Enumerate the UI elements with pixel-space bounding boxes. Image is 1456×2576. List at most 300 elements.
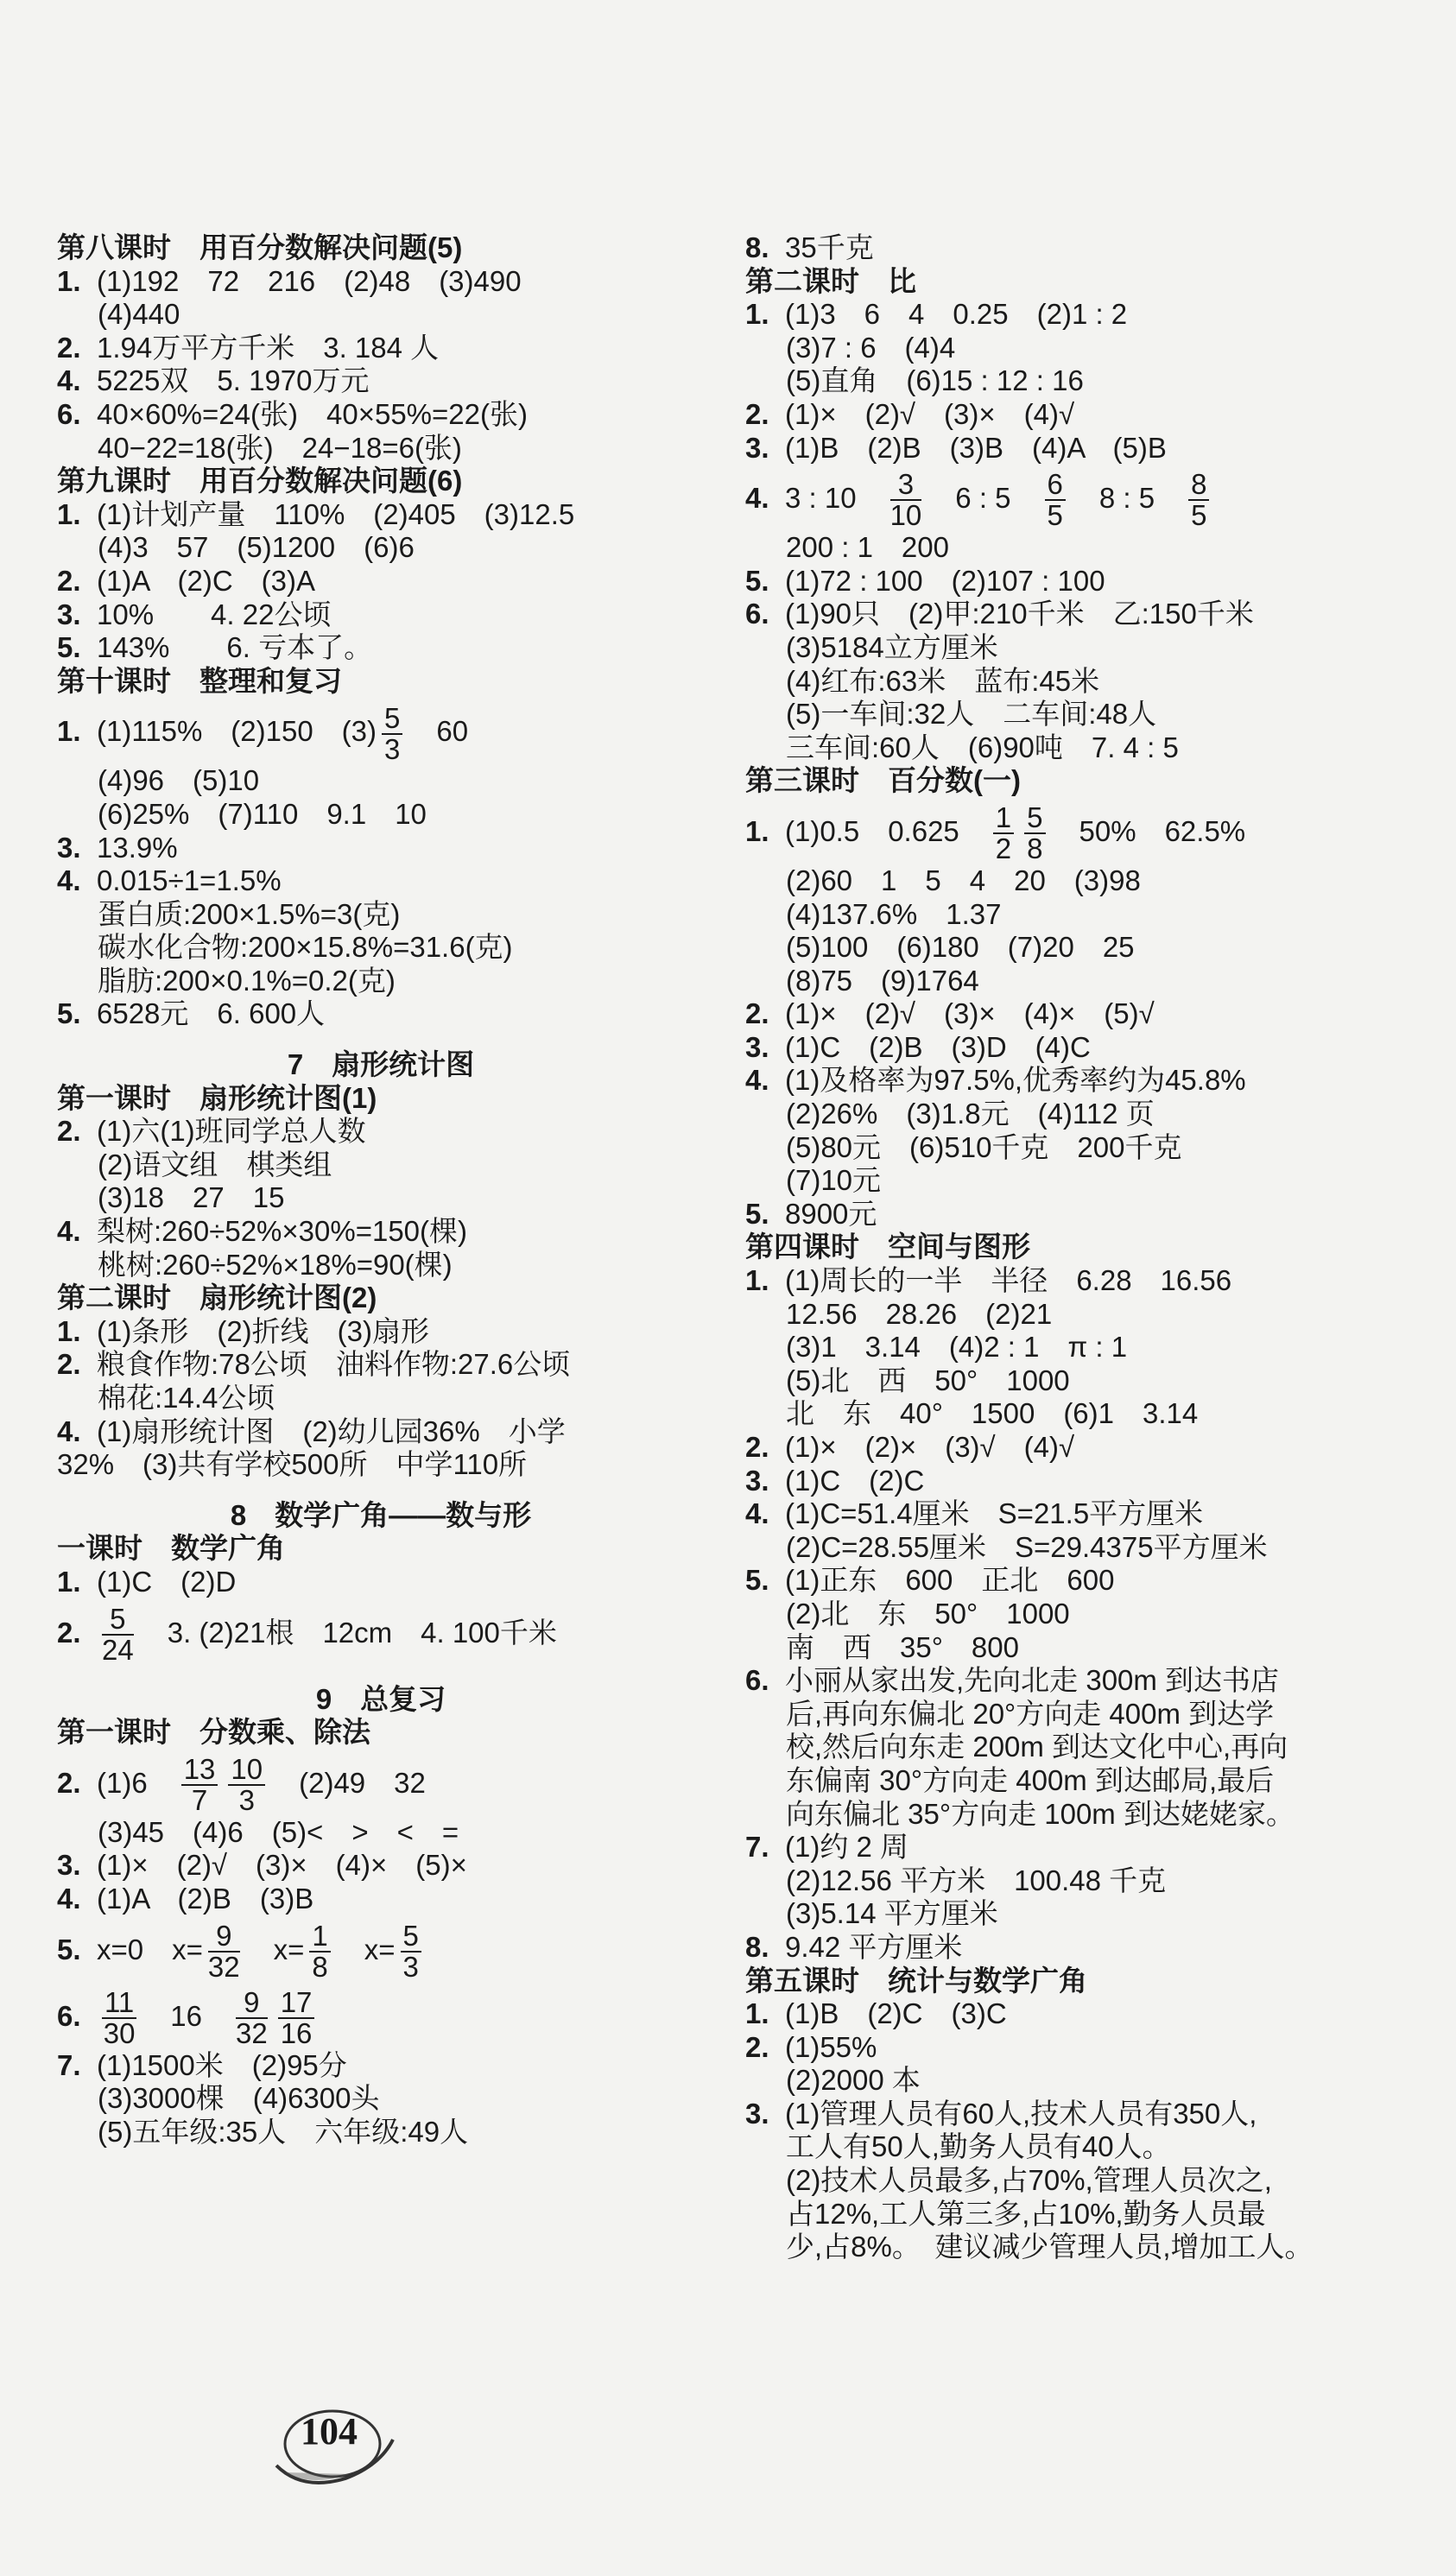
answer-text: (1)90只 (2)甲:210千米 乙:150千米 (785, 598, 1254, 630)
answer-text: 第三课时 百分数(一) (745, 764, 1021, 797)
answer-line (745, 531, 1436, 565)
answer-text: (1)约 2 周 (785, 1831, 909, 1864)
answer-line (57, 631, 705, 665)
answer-text: (1)3 6 4 0.25 (2)1 : 2 (785, 298, 1128, 331)
fraction-denominator: 3 (402, 1950, 419, 1983)
fraction-numerator: 9 (208, 1921, 240, 1953)
answer-line (57, 1816, 705, 1850)
answer-text: (1)C (2)C (785, 1464, 925, 1497)
answer-text: (1)计划产量 110% (2)405 (3)12.5 (97, 497, 575, 530)
answer-line (57, 832, 705, 865)
answer-line (57, 1249, 705, 1282)
fraction (309, 1921, 330, 1982)
question-number: 4. (745, 482, 769, 515)
answer-text: (5)五年级:35人 六年级:49人 (98, 2115, 469, 2148)
fraction (1024, 803, 1045, 864)
answer-text: (5)一车间:32人 二车间:48人 (786, 698, 1157, 731)
answer-line (745, 1131, 1436, 1165)
answer-text: 200 : 1 200 (786, 531, 949, 564)
answer-line (745, 898, 1436, 932)
question-number: 1. (57, 1314, 81, 1347)
fraction-denominator: 32 (207, 1950, 240, 1983)
fraction-numerator: 11 (102, 1988, 136, 2019)
question-number: 6. (57, 1999, 81, 2032)
fraction-numerator: 5 (382, 704, 402, 735)
lesson-heading (57, 231, 705, 265)
answer-line (745, 997, 1436, 1031)
answer-text: x= (335, 1933, 396, 1965)
answer-line (745, 1864, 1436, 1898)
answer-line (745, 1264, 1436, 1298)
question-number: 3. (745, 1464, 769, 1497)
answer-text: (2)语文组 棋类组 (98, 1148, 332, 1180)
answer-text: 蛋白质:200×1.5%=3(克) (98, 897, 401, 930)
question-number: 5. (57, 997, 81, 1030)
answer-line (745, 1997, 1436, 2031)
answer-text: (1)115% (2)150 (3) (97, 715, 377, 748)
question-number: 1. (57, 1565, 81, 1598)
fraction (1188, 470, 1209, 530)
answer-text: (2)12.56 平方米 100.48 千克 (786, 1864, 1167, 1896)
answer-line (57, 1849, 705, 1883)
answer-text: (8)75 (9)1764 (786, 964, 979, 997)
answer-line (57, 764, 705, 798)
answer-text: (1)六(1)班同学总人数 (97, 1115, 366, 1148)
answer-line (57, 1415, 705, 1449)
answer-text: 北 东 40° 1500 (6)1 3.14 (786, 1397, 1199, 1430)
answer-text: 3 : 10 (785, 482, 885, 515)
answer-line (745, 731, 1436, 765)
question-number: 1. (57, 497, 81, 530)
fraction-numerator: 3 (890, 470, 922, 501)
answer-line (745, 2198, 1436, 2231)
answer-line (745, 1164, 1436, 1198)
question-number: 7. (745, 1831, 769, 1864)
answer-line (57, 498, 705, 532)
answer-line (57, 1883, 705, 1916)
question-number: 2. (745, 2030, 769, 2063)
answer-line (745, 798, 1436, 864)
answer-line (745, 2130, 1436, 2164)
answer-line (57, 698, 705, 764)
answer-text: 9.42 平方厘米 (785, 1930, 963, 1963)
answer-text: 梨树:260÷52%×30%=150(棵) (97, 1215, 468, 1248)
answer-text: 第十课时 整理和复习 (57, 664, 342, 697)
fraction (401, 1921, 421, 1982)
answer-line (745, 465, 1436, 531)
fraction-numerator: 9 (236, 1988, 268, 2019)
question-number: 5. (57, 1933, 81, 1965)
answer-text: (4)440 (98, 298, 180, 331)
answer-text: (3)1 3.14 (4)2 : 1 π : 1 (786, 1331, 1128, 1364)
answer-line (745, 364, 1436, 398)
answer-text: (5)80元 (6)510千克 200千克 (786, 1130, 1182, 1163)
answer-text: 3. (2)21根 12cm 4. 100千米 (138, 1616, 557, 1649)
answer-line (745, 1497, 1436, 1531)
answer-line (57, 1916, 705, 1983)
answer-line (57, 1382, 705, 1415)
answer-text: (5)100 (6)180 (7)20 25 (786, 931, 1135, 964)
question-number: 5. (745, 564, 769, 597)
answer-line (745, 298, 1436, 332)
lesson-heading (57, 1282, 705, 1315)
answer-line (745, 2098, 1436, 2131)
fraction (382, 701, 402, 765)
answer-line (745, 2231, 1436, 2264)
answer-text: 第八课时 用百分数解决问题(5) (57, 231, 463, 263)
answer-text: 第一课时 分数乘、除法 (57, 1716, 370, 1749)
answer-text: 40−22=18(张) 24−18=6(张) (98, 431, 462, 464)
answer-line (745, 1098, 1436, 1131)
lesson-heading (57, 1716, 705, 1750)
question-number: 4. (57, 364, 81, 397)
answer-text: (1)C=51.4厘米 S=21.5平方厘米 (785, 1497, 1204, 1530)
fraction (278, 1985, 315, 2049)
question-number: 4. (57, 1215, 81, 1248)
question-number: 4. (745, 1497, 769, 1530)
fraction-numerator: 10 (228, 1755, 265, 1786)
answer-text: (2)49 32 (270, 1766, 426, 1799)
answer-line (745, 1598, 1436, 1631)
answer-line (57, 265, 705, 299)
answer-line (57, 1215, 705, 1249)
question-number: 7. (57, 2048, 81, 2081)
answer-line (745, 1631, 1436, 1665)
answer-text: (3)7 : 6 (4)4 (786, 331, 956, 364)
lesson-heading (57, 665, 705, 699)
fraction (181, 1755, 218, 1815)
answer-text: 5225双 5. 1970万元 (97, 364, 370, 397)
answer-text: 143% 6. 亏本了。 (97, 631, 373, 664)
answer-text: (2)26% (3)1.8元 (4)112 页 (786, 1098, 1155, 1130)
answer-line (57, 1181, 705, 1215)
answer-line (57, 898, 705, 932)
lesson-heading (745, 265, 1436, 299)
question-number: 5. (745, 1197, 769, 1230)
answer-text: 桃树:260÷52%×18%=90(棵) (98, 1248, 453, 1281)
fraction (102, 1985, 136, 2049)
answer-text: 第五课时 统计与数学广角 (745, 1964, 1087, 1997)
answer-line (57, 364, 705, 398)
answer-text: 8900元 (785, 1197, 877, 1230)
question-number: 3. (57, 1849, 81, 1882)
answer-text: (1)× (2)× (3)√ (4)√ (785, 1431, 1075, 1463)
fraction-denominator: 3 (384, 732, 401, 765)
answer-text: (3)3000棵 (4)6300头 (98, 2082, 380, 2115)
answer-text: 16 (142, 1999, 231, 2032)
answer-line (745, 2031, 1436, 2065)
answer-text: 12.56 28.26 (2)21 (786, 1297, 1053, 1330)
fraction-numerator: 6 (1045, 470, 1066, 501)
question-number: 1. (57, 264, 81, 297)
lesson-heading (745, 1965, 1436, 1998)
answer-line (745, 598, 1436, 631)
answer-text: (1)B (2)B (3)B (4)A (5)B (785, 431, 1167, 464)
answer-text: (1)A (2)B (3)B (97, 1882, 314, 1915)
answer-text: 32% (3)共有学校500所 中学110所 (57, 1448, 528, 1481)
answer-line (57, 1448, 705, 1482)
answer-text: (1)管理人员有60人,技术人员有350人, (785, 2097, 1257, 2130)
fraction-denominator: 8 (312, 1950, 328, 1983)
answer-text: (1)C (2)B (3)D (4)C (785, 1030, 1091, 1063)
chapter-heading (57, 1499, 705, 1533)
question-number: 4. (57, 1415, 81, 1447)
question-number: 8. (745, 1930, 769, 1963)
question-number: 2. (57, 1766, 81, 1799)
answer-text: 工人有50人,勤务人员有40人。 (786, 2130, 1171, 2163)
fraction-denominator: 2 (995, 832, 1012, 865)
question-number: 5. (745, 1564, 769, 1597)
answer-line (745, 965, 1436, 998)
answer-text: (4)3 57 (5)1200 (6)6 (98, 531, 415, 564)
lesson-heading (745, 1231, 1436, 1264)
question-number: 1. (745, 298, 769, 331)
question-number: 2. (57, 1115, 81, 1148)
answer-text: (4)137.6% 1.37 (786, 897, 1002, 930)
answer-line (57, 298, 705, 332)
answer-line (745, 432, 1436, 465)
answer-text: 南 西 35° 800 (786, 1630, 1019, 1663)
answer-line (57, 1566, 705, 1599)
answer-text: (3)5.14 平方厘米 (786, 1897, 998, 1930)
answer-line (57, 598, 705, 632)
answer-line (745, 1731, 1436, 1764)
answer-text: 1.94万平方千米 3. 184 人 (97, 331, 440, 364)
answer-text: (1)6 (97, 1766, 176, 1799)
answer-text: 占12%,工人第三多,占10%,勤务人员最 (786, 2197, 1266, 2230)
answer-text: 三车间:60人 (6)90吨 7. 4 : 5 (786, 731, 1179, 763)
fraction-numerator: 5 (401, 1921, 421, 1953)
answer-line (57, 2082, 705, 2116)
answer-line (745, 1031, 1436, 1065)
answer-line (57, 565, 705, 598)
answer-text: 脂肪:200×0.1%=0.2(克) (98, 964, 396, 997)
answer-line (745, 398, 1436, 432)
fraction-numerator: 5 (1024, 803, 1045, 834)
answer-text: x= (244, 1933, 305, 1965)
answer-text: 小丽从家出发,先向北走 300m 到达书店 (785, 1664, 1280, 1697)
lesson-heading (57, 1082, 705, 1116)
answer-line (57, 1115, 705, 1149)
answer-line (57, 531, 705, 565)
answer-text: (1)55% (785, 2030, 877, 2063)
answer-line (745, 1431, 1436, 1465)
answer-line (57, 1149, 705, 1182)
answer-text: 少,占8%。 建议减少管理人员,增加工人。 (786, 2231, 1314, 2263)
answer-text: (2)2000 本 (786, 2064, 921, 2097)
spacer (57, 1482, 705, 1499)
answer-text: 一课时 数学广角 (57, 1532, 285, 1565)
answer-line (57, 1599, 705, 1666)
answer-line (745, 1698, 1436, 1731)
answer-line (57, 398, 705, 432)
question-number: 8. (745, 231, 769, 263)
answer-text: 9 总复习 (315, 1682, 446, 1715)
question-number: 3. (57, 831, 81, 864)
answer-text: (1)× (2)√ (3)× (4)× (5)√ (785, 997, 1155, 1030)
answer-line (745, 698, 1436, 731)
page-number: 104 (301, 2410, 358, 2453)
answer-text: 40×60%=24(张) 40×55%=22(张) (97, 397, 528, 430)
answer-line (745, 1798, 1436, 1832)
answer-text: 8 数学广角——数与形 (230, 1498, 532, 1531)
answer-text: 60 (408, 715, 469, 748)
answer-line (57, 1750, 705, 1816)
answer-line (57, 997, 705, 1031)
answer-line (745, 1931, 1436, 1965)
answer-text: (1)C (2)D (97, 1565, 237, 1598)
spacer (57, 1666, 705, 1683)
answer-line (57, 1315, 705, 1349)
answer-line (745, 864, 1436, 898)
answer-line (57, 332, 705, 365)
answer-line (745, 332, 1436, 365)
answer-text: (3)18 27 15 (98, 1181, 285, 1214)
answer-text: 6528元 6. 600人 (97, 997, 326, 1030)
answer-line (745, 1397, 1436, 1431)
question-number: 3. (745, 2097, 769, 2130)
answer-line (57, 2049, 705, 2083)
answer-text: 7 扇形统计图 (287, 1048, 475, 1081)
answer-text: (1)A (2)C (3)A (97, 564, 316, 597)
fraction-denominator: 5 (1047, 499, 1063, 532)
fraction (1045, 470, 1066, 530)
answer-text: 东偏南 30°方向走 400m 到达邮局,最后 (786, 1763, 1275, 1796)
fraction-denominator: 3 (238, 1784, 255, 1817)
answer-text: (1)扇形统计图 (2)幼儿园36% 小学 (97, 1415, 566, 1447)
question-number: 6. (745, 1664, 769, 1697)
fraction-denominator: 8 (1027, 832, 1043, 865)
answer-text: 8 : 5 (1070, 482, 1184, 515)
question-number: 2. (57, 331, 81, 364)
question-number: 4. (57, 1882, 81, 1915)
question-number: 1. (57, 715, 81, 748)
answer-line (745, 1465, 1436, 1498)
answer-text: 粮食作物:78公顷 油料作物:27.6公顷 (97, 1348, 571, 1381)
answer-line (745, 1298, 1436, 1332)
question-number: 2. (745, 997, 769, 1030)
answer-line (57, 798, 705, 832)
answer-text: 第九课时 用百分数解决问题(6) (57, 465, 463, 497)
question-number: 4. (57, 864, 81, 897)
answer-text: (3)45 (4)6 (5)< > < = (98, 1815, 459, 1848)
answer-line (745, 665, 1436, 699)
fraction-numerator: 5 (102, 1604, 134, 1636)
fraction-numerator: 1 (309, 1921, 330, 1953)
question-number: 2. (57, 564, 81, 597)
answer-text: (2)北 东 50° 1000 (786, 1597, 1070, 1630)
question-number: 2. (57, 1348, 81, 1381)
answer-line (57, 1348, 705, 1382)
answer-line (745, 1531, 1436, 1565)
fraction-denominator: 16 (280, 2016, 313, 2049)
answer-text: (1)72 : 100 (2)107 : 100 (785, 564, 1105, 597)
question-number: 6. (745, 598, 769, 630)
answer-text: (1)× (2)√ (3)× (4)√ (785, 397, 1075, 430)
answer-text: (4)红布:63米 蓝布:45米 (786, 664, 1100, 697)
answer-text: (3)5184立方厘米 (786, 630, 998, 663)
answer-text: (2)技术人员最多,占70%,管理人员次之, (786, 2164, 1272, 2197)
answer-line (745, 231, 1436, 265)
question-number: 4. (745, 1064, 769, 1097)
answer-text: 后,再向东偏北 20°方向走 400m 到达学 (786, 1697, 1275, 1730)
answer-line (745, 1664, 1436, 1698)
answer-line (745, 1764, 1436, 1798)
answer-text: (1)1500米 (2)95分 (97, 2048, 347, 2081)
answer-line (745, 2164, 1436, 2198)
lesson-heading (745, 764, 1436, 798)
fraction (235, 1985, 268, 2049)
fraction (208, 1921, 240, 1982)
fraction-denominator: 24 (102, 1633, 134, 1666)
answer-text: (7)10元 (786, 1164, 882, 1197)
lesson-heading (57, 1532, 705, 1566)
answer-text: 碳水化合物:200×15.8%=31.6(克) (98, 931, 513, 964)
question-number: 3. (745, 1030, 769, 1063)
fraction-numerator: 13 (181, 1755, 218, 1786)
answer-line (745, 1831, 1436, 1864)
answer-text: 第二课时 扇形统计图(2) (57, 1282, 377, 1314)
answer-text: 10% 4. 22公顷 (97, 598, 332, 630)
answer-text: (1)正东 600 正北 600 (785, 1564, 1115, 1597)
answer-text: (1)192 72 216 (2)48 (3)490 (97, 264, 522, 297)
question-number: 6. (57, 397, 81, 430)
chapter-heading (57, 1048, 705, 1082)
question-number: 1. (745, 1997, 769, 2030)
question-number: 3. (57, 598, 81, 630)
answer-text: 第二课时 比 (745, 264, 916, 297)
fraction-denominator: 10 (889, 499, 922, 532)
answer-text: (2)60 1 5 4 20 (3)98 (786, 864, 1141, 896)
answer-line (745, 1364, 1436, 1398)
answer-text: (1)× (2)√ (3)× (4)× (5)× (97, 1849, 467, 1882)
fraction-numerator: 1 (993, 803, 1014, 834)
fraction-numerator: 17 (278, 1988, 315, 2019)
fraction (993, 803, 1014, 864)
answer-text: (1)B (2)C (3)C (785, 1997, 1007, 2030)
fraction-denominator: 5 (1191, 499, 1207, 532)
answer-text: (4)96 (5)10 (98, 764, 260, 797)
question-number: 5. (57, 631, 81, 664)
answer-text: 棉花:14.4公顷 (98, 1382, 275, 1414)
answer-text: x=0 x= (97, 1933, 203, 1965)
fraction (228, 1755, 265, 1815)
answer-line (745, 1064, 1436, 1098)
answer-text: 校,然后向东走 200m 到达文化中心,再向 (786, 1731, 1288, 1763)
answer-text: (6)25% (7)110 9.1 10 (98, 797, 427, 830)
question-number: 1. (745, 814, 769, 847)
answer-text: (5)北 西 50° 1000 (786, 1364, 1070, 1396)
answer-text: (1)0.5 0.625 (785, 814, 988, 847)
fraction-denominator: 7 (191, 1784, 208, 1817)
fraction (890, 470, 922, 530)
answer-line (57, 2116, 705, 2149)
fraction-denominator: 30 (103, 2016, 136, 2049)
answer-text: 向东偏北 35°方向走 100m 到达姥姥家。 (786, 1797, 1295, 1830)
answer-text: (1)周长的一半 半径 6.28 16.56 (785, 1264, 1232, 1297)
answer-text: 0.015÷1=1.5% (97, 864, 282, 897)
answer-line (745, 931, 1436, 965)
question-number: 2. (745, 1431, 769, 1463)
lesson-heading (57, 465, 705, 498)
spacer (57, 1031, 705, 1048)
answer-line (745, 565, 1436, 598)
answer-line (745, 1331, 1436, 1364)
answer-text: 13.9% (97, 831, 178, 864)
answer-line (745, 2064, 1436, 2098)
right-column (745, 231, 1436, 2264)
answer-line (57, 931, 705, 965)
